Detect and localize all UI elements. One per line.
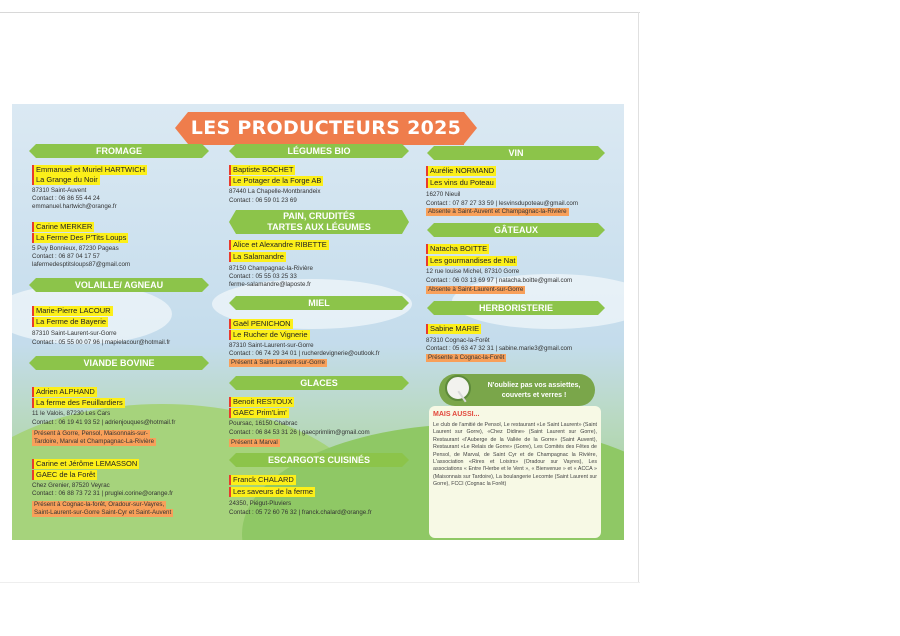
producer-name: Carine MERKER: [32, 222, 94, 232]
scan-edge-bottom: [0, 582, 640, 583]
presence-note: Tardoire, Marval et Champagnac-La-Rivière: [34, 438, 155, 445]
address: 87310 Cognac-la-Forêt: [426, 337, 490, 344]
contact: Contact : 06 74 29 34 01 | rucherdevignerie@outlook.fr: [229, 350, 380, 357]
contact: Contact : 06 03 13 69 97 | natacha.boitte@gmail.com: [426, 277, 573, 284]
section-pain-line2: TARTES AUX LÉGUMES: [267, 222, 371, 232]
address: 87310 Saint-Laurent-sur-Gorre: [32, 330, 117, 337]
farm-name: La ferme des Feuillardiers: [32, 398, 125, 408]
address: Chez Grenier, 87520 Veyrac: [32, 482, 110, 489]
contact: Contact : 05 55 00 07 96 | mapielacour@hotmail.fr: [32, 339, 171, 346]
address: 87310 Saint-Auvent: [32, 187, 87, 194]
mais-aussi-text: Le club de l'amitié de Pensol, Le restaurant «Le Saint Laurent» (Saint Laurent sur Gorre), «Chez Didine» (Saint Laurent sur Gorre), Restaurant «l'Auberge de la Vallée de la Gorre» (Saint Auvent), Restaurant «Le Relais de Gorre» (Gorre), Les Comités des Fêtes de Pensol, de Marval, de Saint Cyr et de Champagnac la Rivière, L'association «Rires et Loisirs» (Oradour sur Vayres), Les associations « Entre l'Herbe et le Vent », « Bienvenue » et « ACCA » (Maisonnais sur Tardoire), La boulangerie Lecomte (Saint Laurent sur Gorre), FCCI (Cognac la Forêt): [433, 422, 597, 488]
presence-note: Présent à Gorre, Pensol, Maisonnais-sur-: [34, 430, 148, 437]
section-legumes: LÉGUMES BIO: [236, 144, 402, 158]
producer-name: Baptiste BOCHET: [229, 165, 295, 175]
reminder-text: N'oubliez pas vos assiettes, couverts et verres !: [487, 382, 581, 399]
producer-name: Alice et Alexandre RIBETTE: [229, 240, 329, 250]
address: 87310 Saint-Laurent-sur-Gorre: [229, 342, 314, 349]
section-pain-line1: PAIN, CRUDITÉS: [283, 211, 355, 221]
presence-note: Absente à Saint-Auvent et Champagnac-la-Rivière: [428, 208, 567, 215]
section-miel: MIEL: [236, 296, 402, 310]
section-viande: VIANDE BOVINE: [36, 356, 202, 370]
email: lafermedesptitsloups87@gmail.com: [32, 261, 131, 268]
section-herboristerie: HERBORISTERIE: [434, 301, 598, 315]
producer-name: Natacha BOITTE: [426, 244, 489, 254]
section-glaces: GLACES: [236, 376, 402, 390]
contact: Contact : 05 63 47 32 31 | sabine.marie3@gmail.com: [426, 345, 573, 352]
producer-name: Aurélie NORMAND: [426, 166, 496, 176]
section-volaille: VOLAILLE/ AGNEAU: [36, 278, 202, 292]
contact: Contact : 06 59 01 23 69: [229, 197, 297, 204]
presence-note: Saint-Laurent-sur-Gorre Saint-Cyr et Saint-Auvent: [34, 509, 172, 516]
producer-name: Adrien ALPHAND: [32, 387, 97, 397]
section-vin: VIN: [434, 146, 598, 160]
farm-name: Les vins du Poteau: [426, 178, 496, 188]
section-gateaux: GÂTEAUX: [434, 223, 598, 237]
section-escargots: ESCARGOTS CUISINÉS: [236, 453, 402, 467]
producer-name: Franck CHALARD: [229, 475, 296, 485]
farm-name: La Salamandre: [229, 252, 286, 262]
producers-flyer: [12, 104, 624, 540]
farm-name: GAEC de la Forêt: [32, 470, 97, 480]
contact: Contact : 06 84 53 31 26 | gaecprimlim@gmail.com: [229, 429, 370, 436]
page-title: LES PRODUCTEURS 2025: [188, 112, 464, 145]
contact: Contact : 05 72 60 76 32 | franck.chalard@orange.fr: [229, 509, 372, 516]
producer-name: Gaël PENICHON: [229, 319, 293, 329]
address: 11 le Valois, 87230 Les Cars: [32, 410, 111, 417]
contact: Contact : 07 87 27 33 59 | lesvinsdupoteau@gmail.com: [426, 200, 579, 207]
address: 87440 La Chapelle-Montbrandeix: [229, 188, 321, 195]
producer-name: Carine et Jérôme LEMASSON: [32, 459, 139, 469]
address: 87150 Champagnac-la-Rivière: [229, 265, 313, 272]
address: 24350, Piégut-Pluviers: [229, 500, 292, 507]
farm-name: Les saveurs de la ferme: [229, 487, 315, 497]
producer-name: Emmanuel et Muriel HARTWICH: [32, 165, 147, 175]
producer-name: Benoit RESTOUX: [229, 397, 294, 407]
section-fromage: FROMAGE: [36, 144, 202, 158]
address: 5 Puy Bonnieux, 87230 Pageas: [32, 245, 119, 252]
email: ferme-salamandre@laposte.fr: [229, 281, 311, 288]
farm-name: GAEC Prim'Lim': [229, 408, 289, 418]
presence-note: Présent à Saint-Laurent-sur-Gorre: [231, 359, 325, 366]
plate-icon: [445, 375, 471, 401]
producer-name: Sabine MARIE: [426, 324, 481, 334]
contact: Contact : 06 87 04 17 57: [32, 253, 100, 260]
farm-name: La Ferme de Bayerie: [32, 317, 108, 327]
address: 16270 Nieuil: [426, 191, 461, 198]
farm-name: La Ferme Des P'Tits Loups: [32, 233, 128, 243]
presence-note: Présent à Cognac-la-forêt, Oradour-sur-Vayres,: [34, 501, 165, 508]
email: emmanuel.hartwich@orange.fr: [32, 203, 117, 210]
presence-note: Présent à Marval: [231, 439, 278, 446]
address: Poursac, 16150 Chabrac: [229, 420, 298, 427]
presence-note: Présente à Cognac-la-Forêt: [428, 354, 505, 361]
contact: Contact : 06 88 73 72 31 | pruglei.corine@orange.fr: [32, 490, 174, 497]
mais-aussi-title: MAIS AUSSI...: [433, 411, 480, 418]
address: 12 rue louise Michel, 87310 Gorre: [426, 268, 520, 275]
scan-edge-right: [638, 12, 639, 582]
scan-edge-top: [0, 12, 640, 13]
producer-name: Marie-Pierre LACOUR: [32, 306, 113, 316]
farm-name: Le Potager de la Forge AB: [229, 176, 323, 186]
farm-name: La Grange du Noir: [32, 175, 100, 185]
contact: Contact : 06 86 55 44 24: [32, 195, 100, 202]
farm-name: Le Rucher de Vignerie: [229, 330, 310, 340]
contact: Contact : 06 19 41 93 52 | adrienjouques@hotmail.fr: [32, 419, 176, 426]
presence-note: Absente à Saint-Laurent-sur-Gorre: [428, 286, 524, 293]
section-pain: [236, 210, 402, 234]
contact: Contact : 05 55 03 25 33: [229, 273, 297, 280]
farm-name: Les gourmandises de Nat: [426, 256, 517, 266]
